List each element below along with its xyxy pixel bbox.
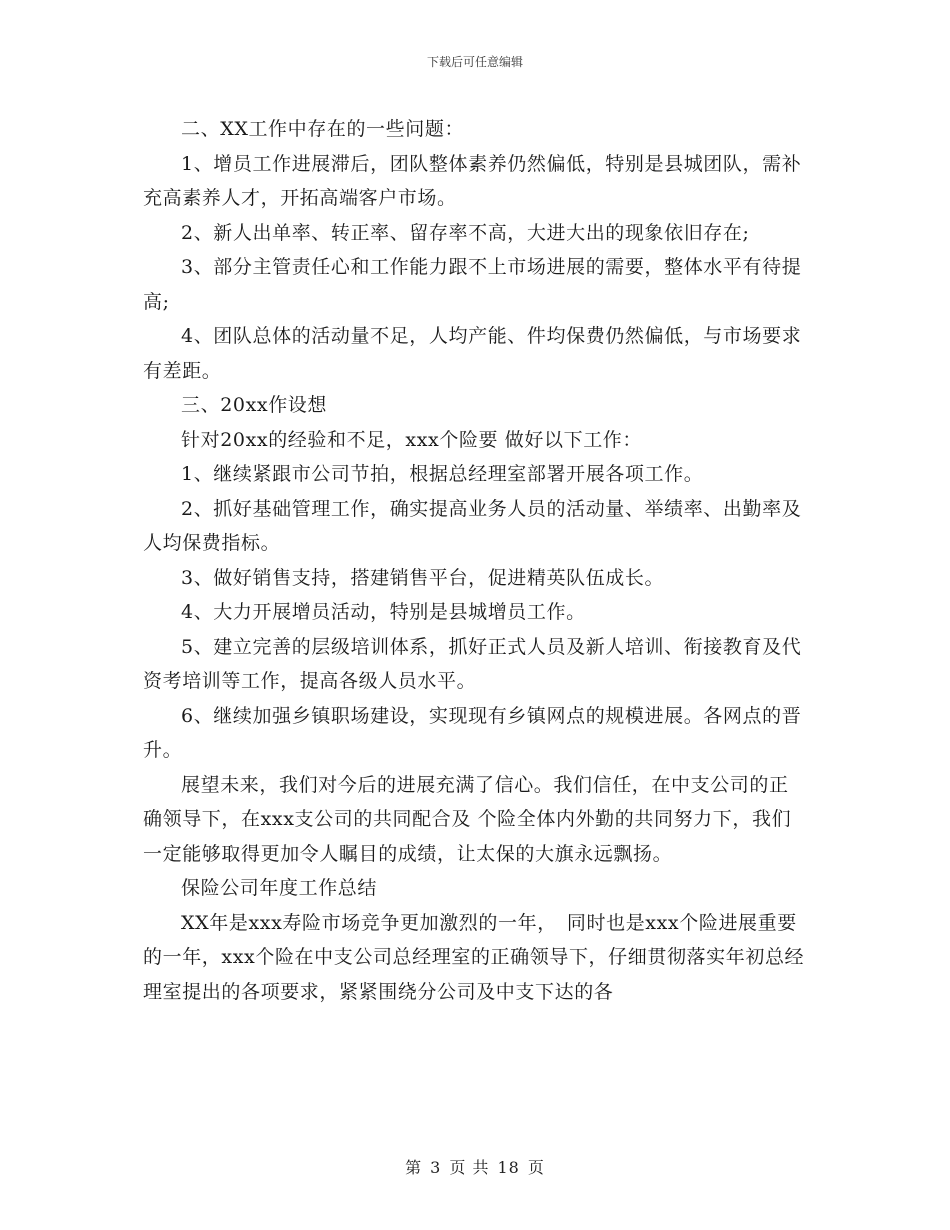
section-heading-problems: 二、XX工作中存在的一些问题：	[181, 118, 465, 140]
paragraph: 4、大力开展增员活动，特别是县城增员工作。	[181, 601, 586, 623]
paragraph: XX年是xxx寿险市场竞争更加激烈的一年， 同时也是xxx个险进展重要的一年，xxx个险在中支公司总经理室的正确领导下，仔细贯彻落实年初总经理室提出的各项要求，紧紧围绕分公司及中支下达的各	[143, 911, 805, 1003]
paragraph: 针对20xx的经验和不足，xxx个险要 做好以下工作：	[181, 428, 642, 451]
footer-middle: 页 共	[449, 1158, 490, 1177]
page-number: 3	[430, 1158, 442, 1177]
paragraph: 3、部分主管责任心和工作能力跟不上市场进展的需要，整体水平有待提高;	[143, 256, 802, 313]
section-heading-plans: 三、20xx作设想	[181, 394, 328, 416]
paragraph: 3、做好销售支持，搭建销售平台，促进精英队伍成长。	[181, 566, 665, 589]
page-header: 下载后可任意编辑	[426, 55, 523, 69]
document-body	[143, 112, 807, 1009]
page-footer	[0, 1155, 950, 1178]
paragraph: 4、团队总体的活动量不足，人均产能、件均保费仍然偏低，与市场要求有差距。	[143, 325, 802, 382]
paragraph: 2、抓好基础管理工作，确实提高业务人员的活动量、举绩率、出勤率及人均保费指标。	[143, 497, 802, 554]
footer-suffix: 页	[527, 1158, 545, 1177]
document-title: 保险公司年度工作总结	[181, 877, 378, 899]
footer-prefix: 第	[405, 1158, 423, 1177]
total-pages: 18	[497, 1158, 520, 1177]
paragraph: 2、新人出单率、转正率、留存率不高，大进大出的现象依旧存在;	[181, 221, 750, 244]
paragraph: 1、继续紧跟市公司节拍，根据总经理室部署开展各项工作。	[181, 463, 704, 485]
paragraph: 5、建立完善的层级培训体系，抓好正式人员及新人培训、衔接教育及代资考培训等工作，提高各级人员水平。	[143, 635, 802, 692]
paragraph: 1、增员工作进展滞后，团队整体素养仍然偏低，特别是县城团队，需补充高素养人才，开拓高端客户市场。	[143, 152, 802, 209]
paragraph: 展望未来，我们对今后的进展充满了信心。我们信任，在中支公司的正确领导下，在xxx支公司的共同配合及 个险全体内外勤的共同努力下，我们一定能够取得更加令人瞩目的成绩，让太保的大旗永远飘扬。	[143, 773, 792, 865]
paragraph: 6、继续加强乡镇职场建设，实现现有乡镇网点的规模进展。各网点的晋升。	[143, 704, 802, 761]
